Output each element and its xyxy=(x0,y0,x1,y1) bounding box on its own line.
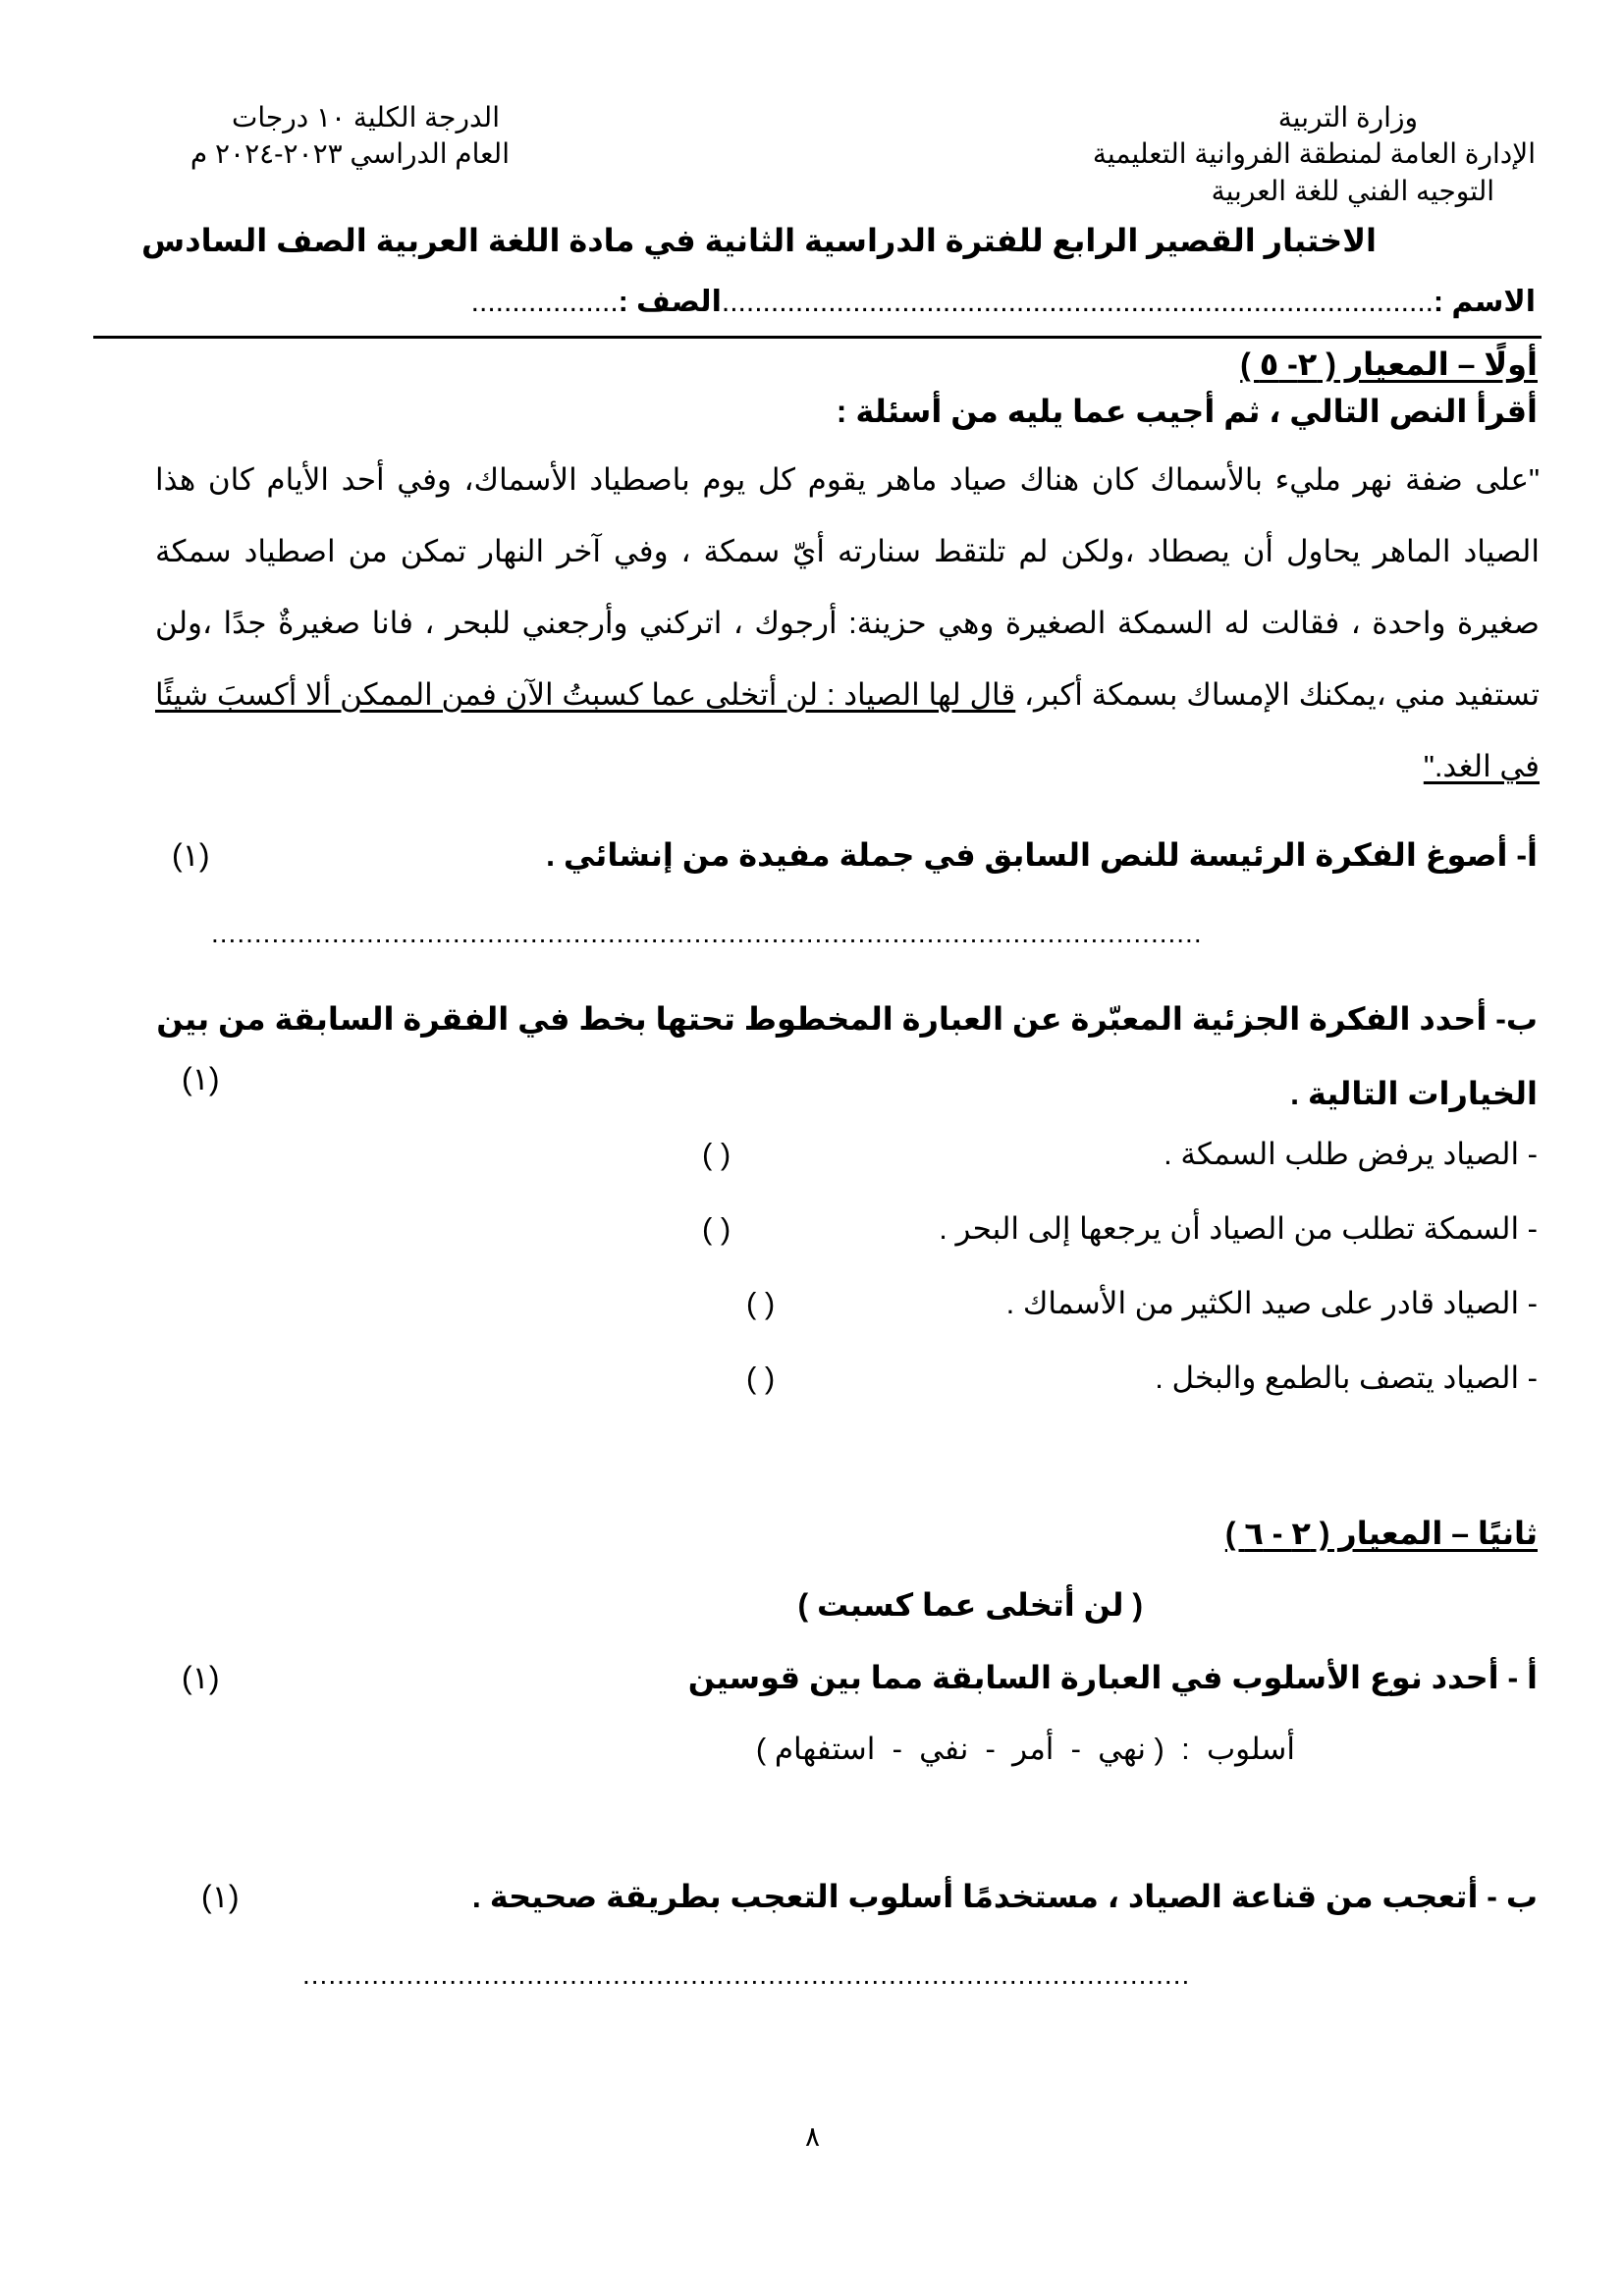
question-2b-answer-line[interactable]: ....................................................................................................... xyxy=(302,1959,1191,1990)
option-3-answer[interactable]: ( ) xyxy=(746,1286,776,1320)
question-1b-mark: (١) xyxy=(182,1061,220,1096)
question-1a-answer-line[interactable]: ................................................................................................................... xyxy=(211,918,1203,948)
question-2a: أ - أحدد نوع الأسلوب في العبارة السابقة مما بين قوسين xyxy=(687,1660,1538,1695)
section1-instruction: أقرأ النص التالي ، ثم أجيب عما يليه من أسئلة : xyxy=(836,394,1538,429)
class-label: الصف : xyxy=(618,286,722,318)
reading-passage xyxy=(155,444,1540,802)
student-info-line xyxy=(471,285,1536,319)
supervision: التوجيه الفني للغة العربية xyxy=(1211,176,1494,206)
question-1a-mark: (١) xyxy=(172,837,210,873)
option-1: - الصياد يرفض طلب السمكة . xyxy=(1164,1137,1538,1171)
total-grade: الدرجة الكلية ١٠ درجات xyxy=(232,102,500,133)
option-2: - السمكة تطلب من الصياد أن يرجعها إلى البحر . xyxy=(939,1211,1538,1246)
option-2-answer[interactable]: ( ) xyxy=(702,1211,731,1246)
class-field[interactable]: .................. xyxy=(470,286,619,318)
question-1a: أ- أصوغ الفكرة الرئيسة للنص السابق في جملة مفيدة من إنشائي . xyxy=(546,837,1538,873)
school-year: العام الدراسي ٢٠٢٣-٢٠٢٤ م xyxy=(189,138,510,169)
section1-heading: أولًا – المعيار ( ٢- ٥ ) xyxy=(1240,347,1538,382)
style-choices: أسلوب : ( نهي - أمر - نفي - استفهام ) xyxy=(755,1732,1295,1766)
option-4-answer[interactable]: ( ) xyxy=(746,1361,776,1395)
option-3: - الصياد قادر على صيد الكثير من الأسماك . xyxy=(1005,1286,1538,1320)
question-2a-mark: (١) xyxy=(182,1660,220,1695)
header-divider xyxy=(93,336,1542,339)
page-number: ٨ xyxy=(805,2121,821,2152)
name-label: الاسم : xyxy=(1434,286,1536,318)
option-4: - الصياد يتصف بالطمع والبخل . xyxy=(1155,1361,1538,1395)
directorate: الإدارة العامة لمنطقة الفروانية التعليمية xyxy=(1092,138,1536,169)
question-2b: ب - أتعجب من قناعة الصياد ، مستخدمًا أسلوب التعجب بطريقة صحيحة . xyxy=(471,1879,1538,1914)
test-title: الاختبار القصير الرابع للفترة الدراسية الثانية في مادة اللغة العربية الصف السادس xyxy=(141,223,1377,258)
ministry: وزارة التربية xyxy=(1277,102,1418,133)
section2-quote: ( لن أتخلى عما كسبت ) xyxy=(797,1587,1143,1623)
passage-underlined-sentence: قال لها الصياد : لن أتخلى عما كسبتُ الآن فمن الممكن ألا أكسبَ شيئًا في الغد." xyxy=(155,677,1540,783)
passage-text: "على ضفة نهر مليء بالأسماك كان هناك صياد ماهر يقوم كل يوم باصطياد الأسماك، وفي أحد الأيام كان هذا الصياد الماهر يحاول أن يصطاد ،ولكن لم تلتقط سنارته أيّ سمكة ، وفي آخر النهار تمكن من اصطياد سمكة صغيرة واحدة ، فقالت له السمكة الصغيرة وهي حزينة: أرجوك ، اتركني وأرجعني للبحر ، فانا صغيرةٌ جدًا ،ولن تستفيد مني ،يمكنك الإمساك بسمكة أكبر، xyxy=(155,462,1540,712)
name-field[interactable]: ....................................................................................... xyxy=(721,286,1435,318)
option-1-answer[interactable]: ( ) xyxy=(702,1137,731,1171)
question-2b-mark: (١) xyxy=(201,1879,240,1914)
section2-heading: ثانيًا – المعيار ( ٢ - ٦ ) xyxy=(1224,1516,1538,1551)
question-1b: ب- أحدد الفكرة الجزئية المعبّرة عن العبارة المخطوط تحتها بخط في الفقرة السابقة من بين الخيارات التالية . xyxy=(156,1001,1538,1111)
